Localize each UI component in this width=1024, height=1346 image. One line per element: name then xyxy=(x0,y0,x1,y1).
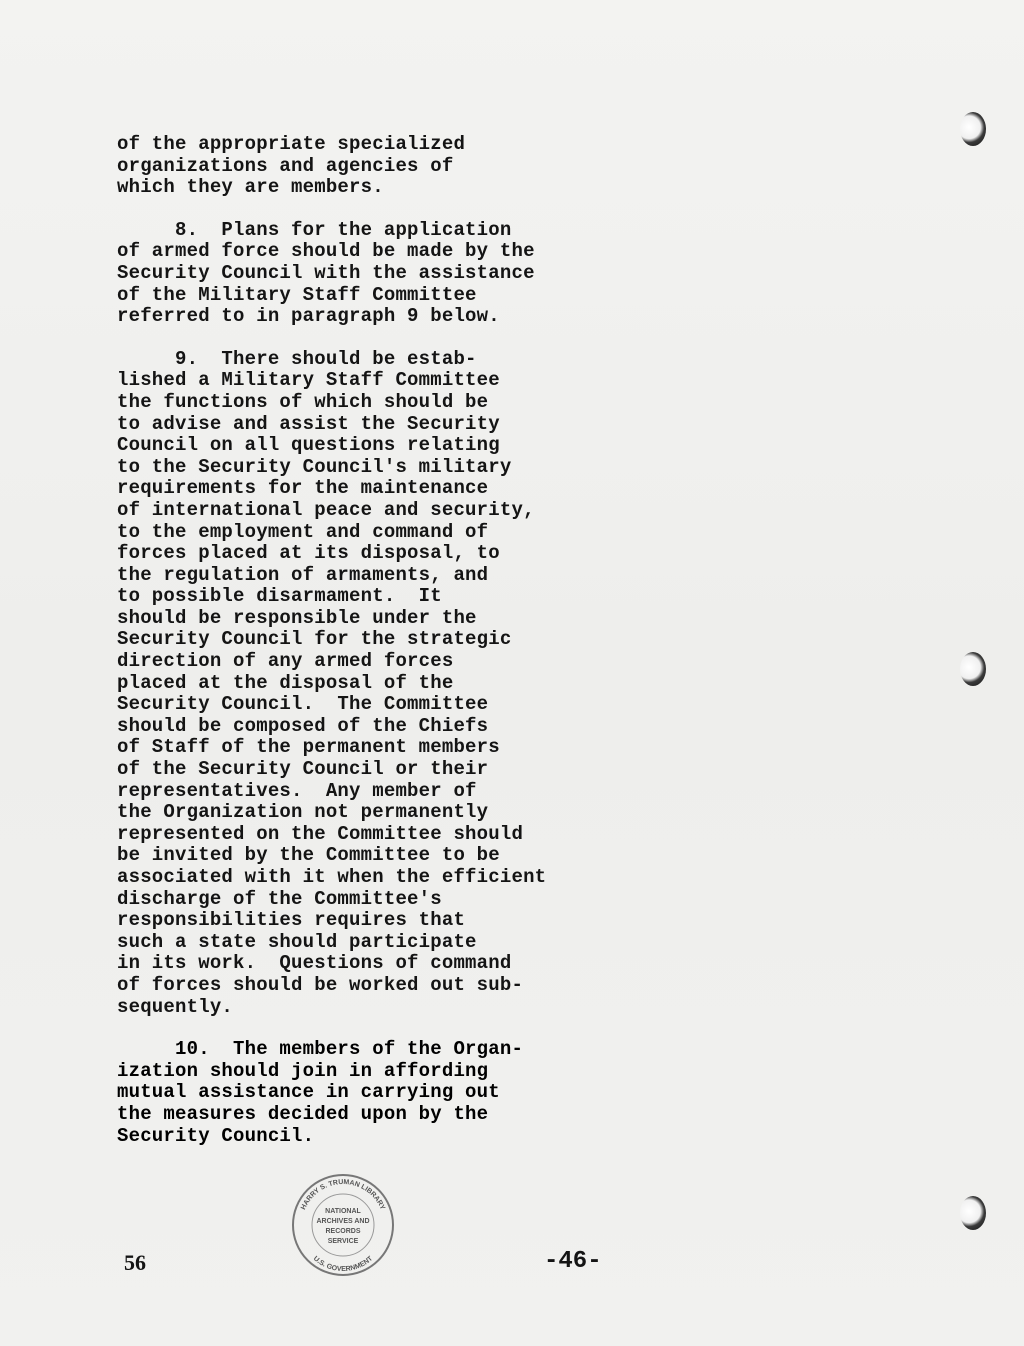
page-number-center: -46- xyxy=(544,1248,602,1275)
paragraph-gap xyxy=(117,199,637,220)
text-line: which they are members. xyxy=(117,176,384,199)
paragraph-7-end xyxy=(117,134,637,199)
archive-stamp-icon xyxy=(288,1170,398,1280)
text-line: Security Council. The Committee xyxy=(117,693,489,716)
text-line: Security Council. xyxy=(117,1124,315,1147)
text-line: Council on all questions relating xyxy=(117,434,500,457)
text-line: forces placed at its disposal, to xyxy=(117,542,500,565)
text-line: should be responsible under the xyxy=(117,606,477,629)
text-line: be invited by the Committee to be xyxy=(117,844,500,867)
text-line: the functions of which should be xyxy=(117,390,489,413)
stamp-center-line: RECORDS xyxy=(325,1228,361,1235)
text-line: of the Military Staff Committee xyxy=(117,283,477,306)
text-line: 8. Plans for the application xyxy=(117,218,512,241)
paragraph-8 xyxy=(117,220,637,328)
text-line: of forces should be worked out sub- xyxy=(117,973,524,996)
text-line: Security Council with the assistance xyxy=(117,261,535,284)
text-line: mutual assistance in carrying out xyxy=(117,1081,500,1104)
text-line: organizations and agencies of xyxy=(117,154,454,177)
text-line: ization should join in affording xyxy=(117,1059,489,1082)
text-line: of Staff of the permanent members xyxy=(117,736,500,759)
text-line: placed at the disposal of the xyxy=(117,671,454,694)
text-line: sequently. xyxy=(117,995,234,1018)
text-line: 9. There should be estab- xyxy=(117,347,477,370)
paragraph-gap xyxy=(117,328,637,349)
text-line: to advise and assist the Security xyxy=(117,412,500,435)
text-line: discharge of the Committee's xyxy=(117,887,442,910)
text-line: requirements for the maintenance xyxy=(117,477,489,500)
text-line: represented on the Committee should xyxy=(117,822,524,845)
text-line: to possible disarmament. It xyxy=(117,585,442,608)
paragraph-gap xyxy=(117,1018,637,1039)
text-line: the measures decided upon by the xyxy=(117,1102,489,1125)
paragraph-9 xyxy=(117,349,637,1018)
page-number-left: 56 xyxy=(124,1250,146,1275)
text-line: to the Security Council's military xyxy=(117,455,512,478)
document-body xyxy=(117,134,637,1147)
punch-hole-icon xyxy=(960,652,986,686)
text-line: the Organization not permanently xyxy=(117,801,489,824)
text-line: should be composed of the Chiefs xyxy=(117,714,489,737)
text-line: responsibilities requires that xyxy=(117,909,466,932)
text-line: in its work. Questions of command xyxy=(117,952,512,975)
text-line: Security Council for the strategic xyxy=(117,628,512,651)
text-line: of international peace and security, xyxy=(117,498,535,521)
text-line: referred to in paragraph 9 below. xyxy=(117,305,500,328)
punch-hole-icon xyxy=(960,1196,986,1230)
text-line: representatives. Any member of xyxy=(117,779,477,802)
text-line: associated with it when the efficient xyxy=(117,866,547,888)
stamp-center-line: SERVICE xyxy=(327,1238,359,1245)
text-line: such a state should participate xyxy=(117,930,477,953)
paragraph-10 xyxy=(117,1039,637,1147)
text-line: 10. The members of the Organ- xyxy=(117,1038,524,1061)
stamp-center-line: NATIONAL xyxy=(325,1208,361,1215)
stamp-top-text: HARRY S. TRUMAN LIBRARY xyxy=(300,1178,386,1211)
text-line: lished a Military Staff Committee xyxy=(117,369,500,392)
text-line: the regulation of armaments, and xyxy=(117,563,489,586)
punch-hole-icon xyxy=(960,112,986,146)
text-line: of the appropriate specialized xyxy=(117,133,466,155)
text-line: of armed force should be made by the xyxy=(117,240,535,263)
text-line: to the employment and command of xyxy=(117,520,489,543)
stamp-bottom-text: U.S. GOVERNMENT xyxy=(311,1255,375,1274)
stamp-center-line: ARCHIVES AND xyxy=(316,1218,370,1225)
text-line: of the Security Council or their xyxy=(117,758,489,781)
text-line: direction of any armed forces xyxy=(117,650,454,673)
